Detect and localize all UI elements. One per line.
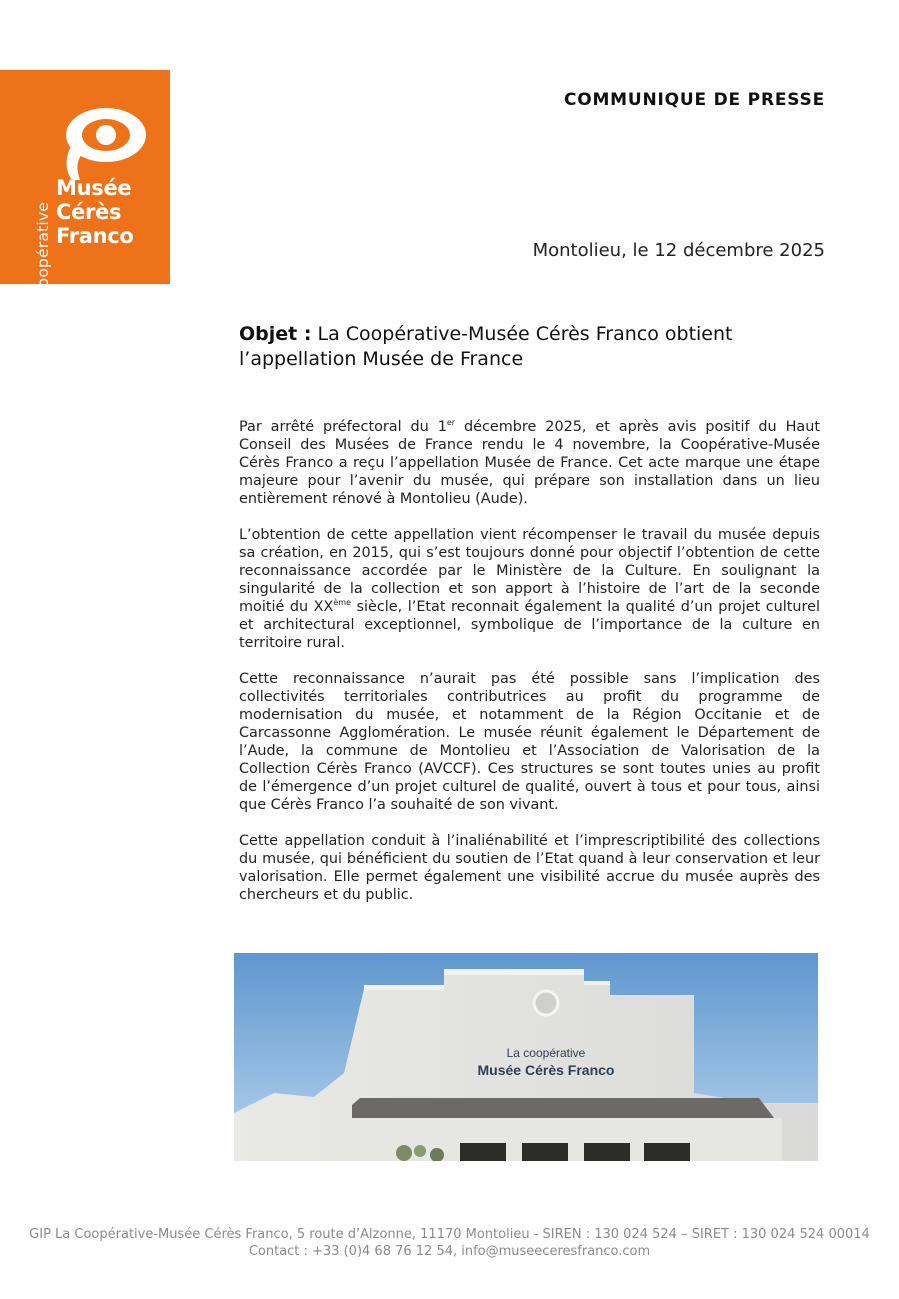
subject-text: La Coopérative-Musée Cérès Franco obtient l’appellation Musée de France: [239, 323, 733, 370]
logo-vertical-text: La Coopérative: [34, 202, 52, 322]
paragraph-text: décembre 2025, et après avis positif du Haut Conseil des Musées de France rendu le 4 novembre, la Coopérative-Musée Cérès Franco a reçu l’appellation Musée de France. Cet acte marque une étape majeure pour l’avenir du musée, qui prépare son installation dans un lieu entièrement rénové à Montolieu (Aude).: [239, 419, 820, 507]
logo-name-line: Franco: [56, 224, 134, 248]
paragraph-text: Par arrêté préfectoral du 1: [239, 419, 447, 435]
superscript: er: [446, 418, 456, 427]
sign-line-1: La coopérative: [506, 1046, 586, 1060]
paragraph-text: siècle, l’Etat reconnait également la qualité d’un projet culturel et architectural exceptionnel, symbolique de l’importance de la culture en territoire rural.: [239, 599, 821, 651]
sign-line-2: Musée Cérès Franco: [477, 1062, 615, 1078]
paragraph: [239, 526, 820, 652]
page-footer: [0, 1226, 899, 1260]
footer-contact: Contact : +33 (0)4 68 76 12 54, info@museeceresfranco.com: [248, 1244, 651, 1259]
logo-name: [56, 176, 134, 248]
subject-label: Objet :: [239, 323, 312, 345]
press-body: [239, 418, 820, 922]
building-illustration: [234, 953, 818, 1161]
footer-address: GIP La Coopérative-Musée Cérès Franco, 5 route d’Alzonne, 11170 Montolieu - SIREN : 130 024 524 – SIRET : 130 024 524 00014: [29, 1227, 870, 1242]
logo-name-line: Cérès: [56, 200, 122, 224]
press-release-title: COMMUNIQUE DE PRESSE: [563, 90, 825, 110]
paragraph: Cette appellation conduit à l’inaliénabilité et l’imprescriptibilité des collections du musée, qui bénéficient du soutien de l’Etat quand à leur conservation et leur valorisation. Elle permet également une visibilité accrue du musée auprès des chercheurs et du public.: [239, 833, 820, 903]
museum-building-photo: [234, 953, 818, 1161]
eye-logo-icon: [58, 104, 154, 180]
superscript: ème: [333, 598, 351, 607]
museum-logo: [0, 70, 170, 322]
paragraph: Cette reconnaissance n’aurait pas été possible sans l’implication des collectivités territoriales contributrices au profit du programme de modernisation du musée, et notamment de la Région Occitanie et de Carcassonne Agglomération. Le musée réunit également le Département de l’Aude, la commune de Montolieu et l’Association de Valorisation de la Collection Cérès Franco (AVCCF). Ces structures se sont toutes unies au profit de l’émergence d’un projet culturel de qualité, ouvert à tous et pour tous, ainsi que Cérès Franco l’a souhaité de son vivant.: [239, 671, 820, 813]
dateline: Montolieu, le 12 décembre 2025: [532, 240, 825, 261]
logo-name-line: Musée: [56, 176, 132, 200]
paragraph-text: L’obtention de cette appellation vient récompenser le travail du musée depuis sa création, en 2015, qui s’est toujours donné pour objectif l’obtention de cette reconnaissance accordée par le Ministère de la Culture. En soulignant la singularité de la collection et son apport à l’histoire de l’art de la seconde moitié du XX: [239, 527, 820, 615]
paragraph: [239, 418, 820, 508]
subject-heading: [239, 322, 819, 372]
